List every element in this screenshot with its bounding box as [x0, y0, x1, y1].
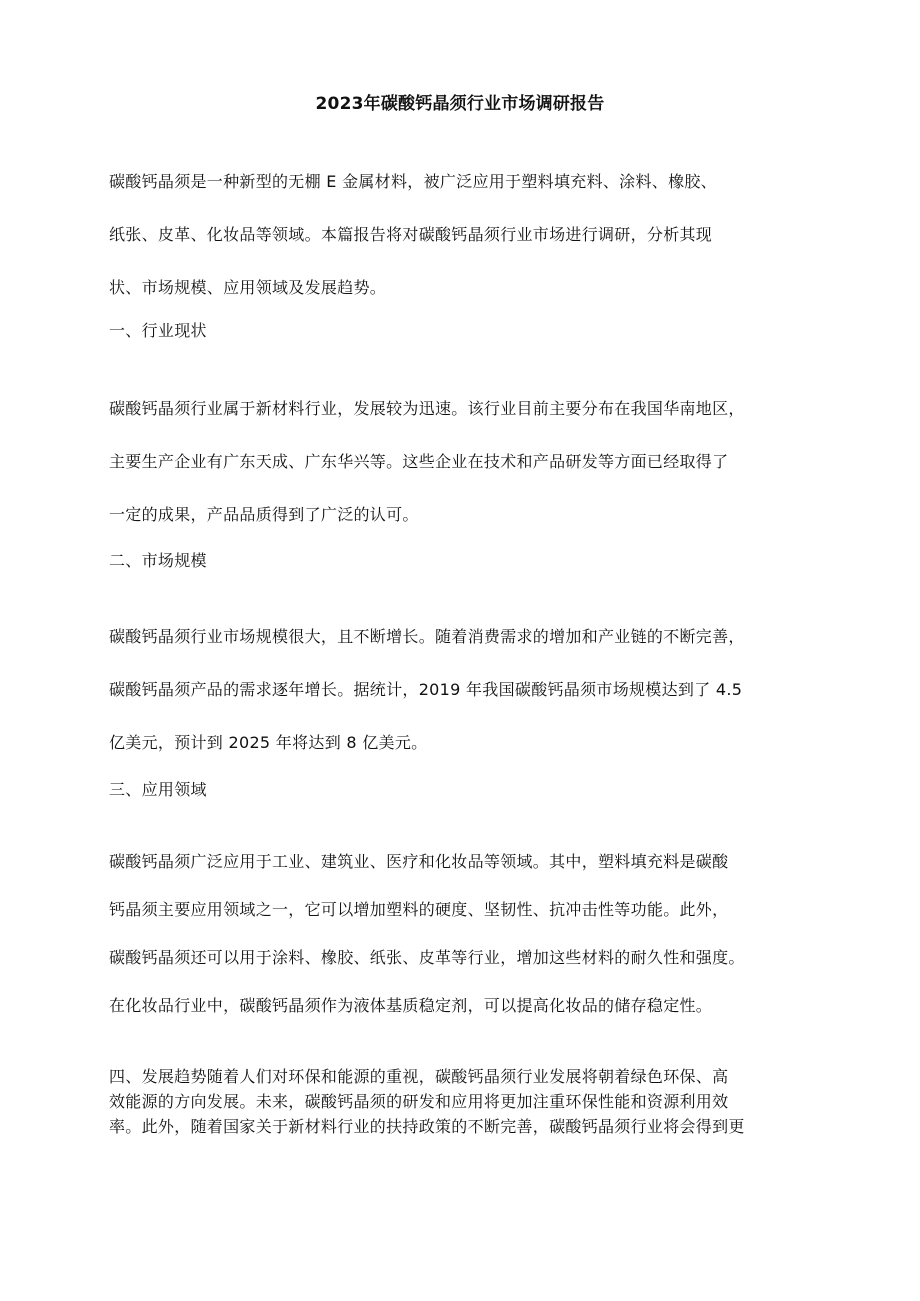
section-heading-industry-status: 一、行业现状 — [109, 321, 207, 340]
report-title: 2023年碳酸钙晶须行业市场调研报告 — [315, 94, 605, 114]
paragraph-line: 钙晶须主要应用领域之一，它可以增加塑料的硬度、坚韧性、抗冲击性等功能。此外， — [109, 900, 729, 919]
paragraph-line: 碳酸钙晶须广泛应用于工业、建筑业、医疗和化妆品等领域。其中，塑料填充料是碳酸 — [109, 852, 729, 871]
paragraph-line: 纸张、皮革、化妆品等领域。本篇报告将对碳酸钙晶须行业市场进行调研，分析其现 — [109, 225, 713, 244]
paragraph-line: 碳酸钙晶须行业市场规模很大，且不断增长。随着消费需求的增加和产业链的不断完善， — [109, 627, 745, 646]
paragraph-line: 在化妆品行业中，碳酸钙晶须作为液体基质稳定剂，可以提高化妆品的储存稳定性。 — [109, 996, 713, 1015]
paragraph-line: 亿美元，预计到 2025 年将达到 8 亿美元。 — [109, 733, 428, 752]
paragraph-line: 效能源的方向发展。未来，碳酸钙晶须的研发和应用将更加注重环保性能和资源利用效 — [109, 1092, 729, 1111]
paragraph-line: 碳酸钙晶须行业属于新材料行业，发展较为迅速。该行业目前主要分布在我国华南地区， — [109, 399, 745, 418]
section-heading-market-size: 二、市场规模 — [109, 551, 207, 570]
industry-status-paragraph — [109, 382, 827, 541]
paragraph-line: 四、发展趋势随着人们对环保和能源的重视，碳酸钙晶须行业发展将朝着绿色环保、高 — [109, 1067, 729, 1086]
applications-paragraph — [109, 838, 827, 1030]
paragraph-line: 状、市场规模、应用领域及发展趋势。 — [109, 278, 387, 297]
paragraph-line: 主要生产企业有广东天成、广东华兴等。这些企业在技术和产品研发等方面已经取得了 — [109, 452, 729, 471]
section-heading-applications: 三、应用领域 — [109, 780, 207, 799]
paragraph-line: 碳酸钙晶须产品的需求逐年增长。据统计，2019 年我国碳酸钙晶须市场规模达到了 4.5 — [109, 680, 743, 699]
market-size-paragraph — [109, 610, 827, 769]
paragraph-line: 一定的成果，产品品质得到了广泛的认可。 — [109, 505, 419, 524]
paragraph-line: 率。此外，随着国家关于新材料行业的扶持政策的不断完善，碳酸钙晶须行业将会得到更 — [109, 1117, 745, 1136]
paragraph-line: 碳酸钙晶须还可以用于涂料、橡胶、纸张、皮革等行业，增加这些材料的耐久性和强度。 — [109, 948, 745, 967]
development-trend-paragraph — [109, 1064, 827, 1139]
paragraph-line: 碳酸钙晶须是一种新型的无棚 E 金属材料，被广泛应用于塑料填充料、涂料、橡胶、 — [109, 172, 717, 191]
intro-paragraph — [109, 155, 827, 314]
